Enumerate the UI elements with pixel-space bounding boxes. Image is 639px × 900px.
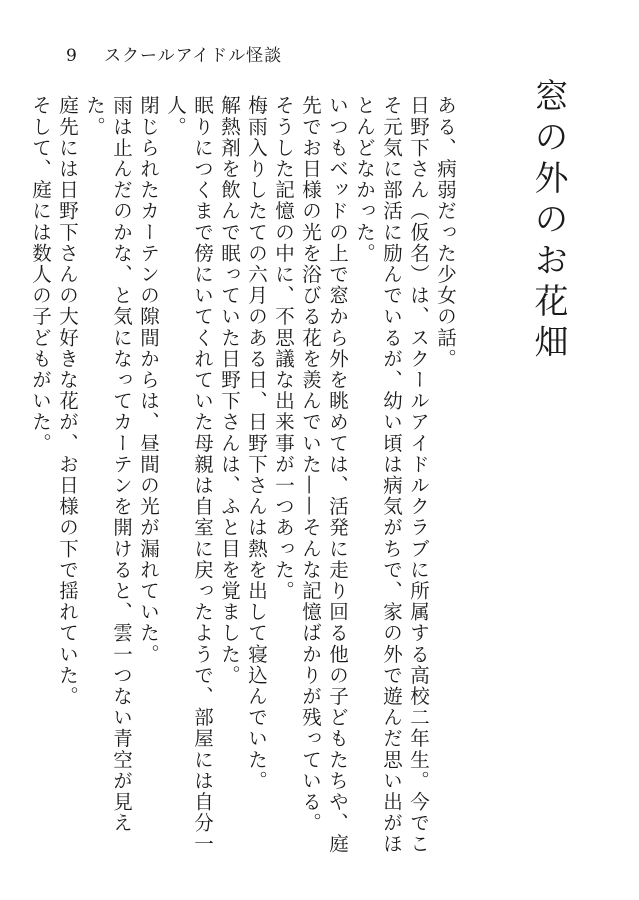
paragraph: そして、庭には数人の子どもがいた。 (29, 95, 52, 454)
paragraph: ある、病弱だった少女の話。 (434, 95, 457, 370)
paragraph: 庭先には日野下さんの大好きな花が、お日様の下で揺れていた。 (56, 95, 79, 707)
page-number: 9 (66, 46, 78, 66)
paragraph: 閉じられたカーテンの隙間からは、昼間の光が漏れていた。 (137, 95, 160, 665)
body-text (27, 95, 459, 855)
paragraph: 日野下さん（仮名）は、スクールアイドルクラブに所属する高校二年生。今でこそ元気に部活に励んでいるが、幼い頃は病気がちで、家の外で遊んだ思い出がほとんどなかった。 (353, 95, 430, 855)
paragraph: そうした記憶の中に、不思議な出来事が一つあった。 (272, 95, 295, 602)
book-title: スクールアイドル怪談 (104, 46, 283, 66)
paragraph: いつもベッドの上で窓から外を眺めては、活発に走り回る他の子どもたちや、庭先でお日様の光を浴びる花を羨んでいた——そんな記憶ばかりが残っている。 (299, 95, 349, 855)
paragraph: 眠りにつくまで傍にいてくれていた母親は自室に戻ったようで、部屋には自分一人。 (164, 95, 214, 855)
paragraph: 解熱剤を飲んで眠っていた日野下さんは、ふと目を覚ました。 (218, 95, 241, 686)
paragraph: 雨は止んだのかな、と気になってカーテンを開けると、雲一つない青空が見えた。 (83, 95, 133, 834)
paragraph: 梅雨入りしたての六月のある日、日野下さんは熱を出して寝込んでいた。 (245, 95, 268, 792)
chapter-title: 窓の外のお花畑 (528, 78, 568, 365)
running-header (66, 41, 282, 66)
